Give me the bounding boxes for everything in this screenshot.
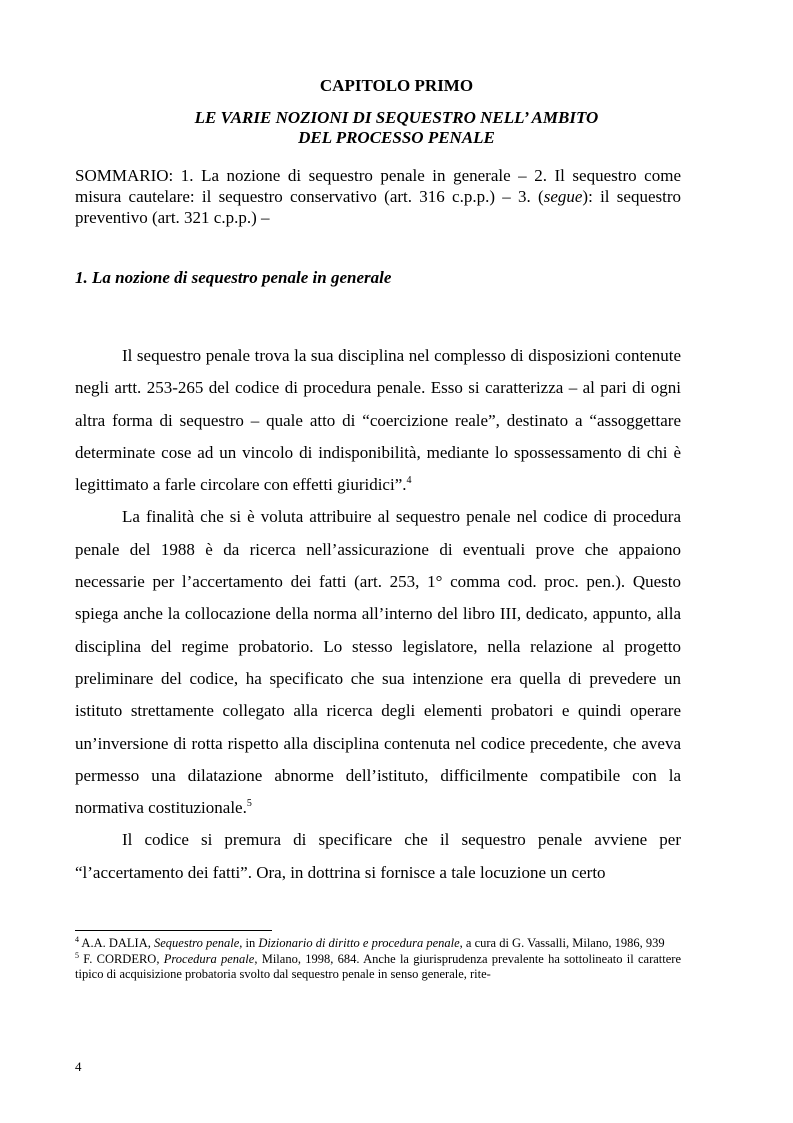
paragraph-1 (75, 340, 681, 501)
footnote-4-number: 4 (75, 935, 79, 944)
footnote-4-author: A.A. DALIA, (79, 936, 154, 950)
footnote-ref-5: 5 (246, 798, 252, 810)
footnote-4 (75, 936, 681, 952)
footnote-4-in: , in (239, 936, 259, 950)
paragraph-2 (75, 501, 681, 824)
footnote-5 (75, 952, 681, 983)
paragraph-1-text: Il sequestro penale trova la sua disciplina nel complesso di disposizioni contenute negli artt. 253-265 del codice di procedura penale. Esso si caratterizza – al pari di ogni altra forma di sequestro – quale atto di “coercizione reale”, destinato a “assoggettare determinate cose ad un vincolo di indisponibilità, mediante lo spossessamento di chi è legittimato a farle circolare con effetti giuridici”. (75, 346, 681, 495)
page-number: 4 (75, 1059, 82, 1074)
paragraph-2-text: La finalità che si è voluta attribuire al sequestro penale nel codice di procedura penale del 1988 è da ricerca nell’assicurazione di eventuali prove che appaiono necessarie per l’accertamento dei fatti (art. 253, 1° comma cod. proc. pen.). Questo spiega anche la collocazione della norma all’interno del libro III, dedicato, appunto, alla disciplina del regime probatorio. Lo stesso legislatore, nella relazione al progetto preliminare del codice, ha specificato che sua intenzione era quella di prevedere un istituto strettamente collegato alla ricerca degli elementi probatori e quindi operare un’inversione di rotta rispetto alla disciplina contenuta nel codice precedente, che aveva permesso una dilatazione abnorme dell’istituto, difficilmente compatibile con la normativa costituzionale. (75, 507, 681, 818)
summary-text-1: SOMMARIO: 1. La nozione di sequestro penale in generale – 2. Il sequestro come misura cautelare: il sequestro conservativo (art. 316 c.p.p.) – 3. ( (75, 166, 681, 206)
footnote-4-rest: , a cura di G. Vassalli, Milano, 1986, 939 (459, 936, 665, 950)
summary-segue: segue (543, 187, 583, 206)
chapter-subtitle (0, 108, 793, 148)
section-heading: 1. La nozione di sequestro penale in generale (75, 268, 392, 287)
footnote-4-title: Sequestro penale (154, 936, 240, 950)
footnote-5-number: 5 (75, 950, 79, 960)
chapter-subtitle-line2: DEL PROCESSO PENALE (298, 128, 495, 147)
paragraph-3: Il codice si premura di specificare che il sequestro penale avviene per “l’accertamento dei fatti”. Ora, in dottrina si fornisce a tale locuzione un certo (75, 830, 681, 882)
footnote-5-rest: , Milano, 1998, 684. Anche la giurisprudenza prevalente ha sottolineato il carattere tipico di acquisizione probatoria svolto dal sequestro penale in senso generale, rite- (75, 951, 681, 981)
summary-text-2: ): il sequestro preventivo (art. 321 c.p.p.) – (75, 187, 681, 227)
body-text (75, 340, 681, 889)
footnote-5-author: F. CORDERO, (79, 951, 164, 966)
chapter-subtitle-line1: LE VARIE NOZIONI DI SEQUESTRO NELL’ AMBITO (194, 108, 599, 127)
footnote-5-title: Procedura penale (163, 951, 255, 966)
chapter-title: CAPITOLO PRIMO (319, 76, 474, 95)
footnotes (75, 936, 681, 983)
footnote-4-work: Dizionario di diritto e procedura penale (258, 936, 460, 950)
footnote-divider (75, 930, 272, 931)
chapter-summary (75, 165, 681, 228)
footnote-ref-4: 4 (406, 475, 412, 487)
